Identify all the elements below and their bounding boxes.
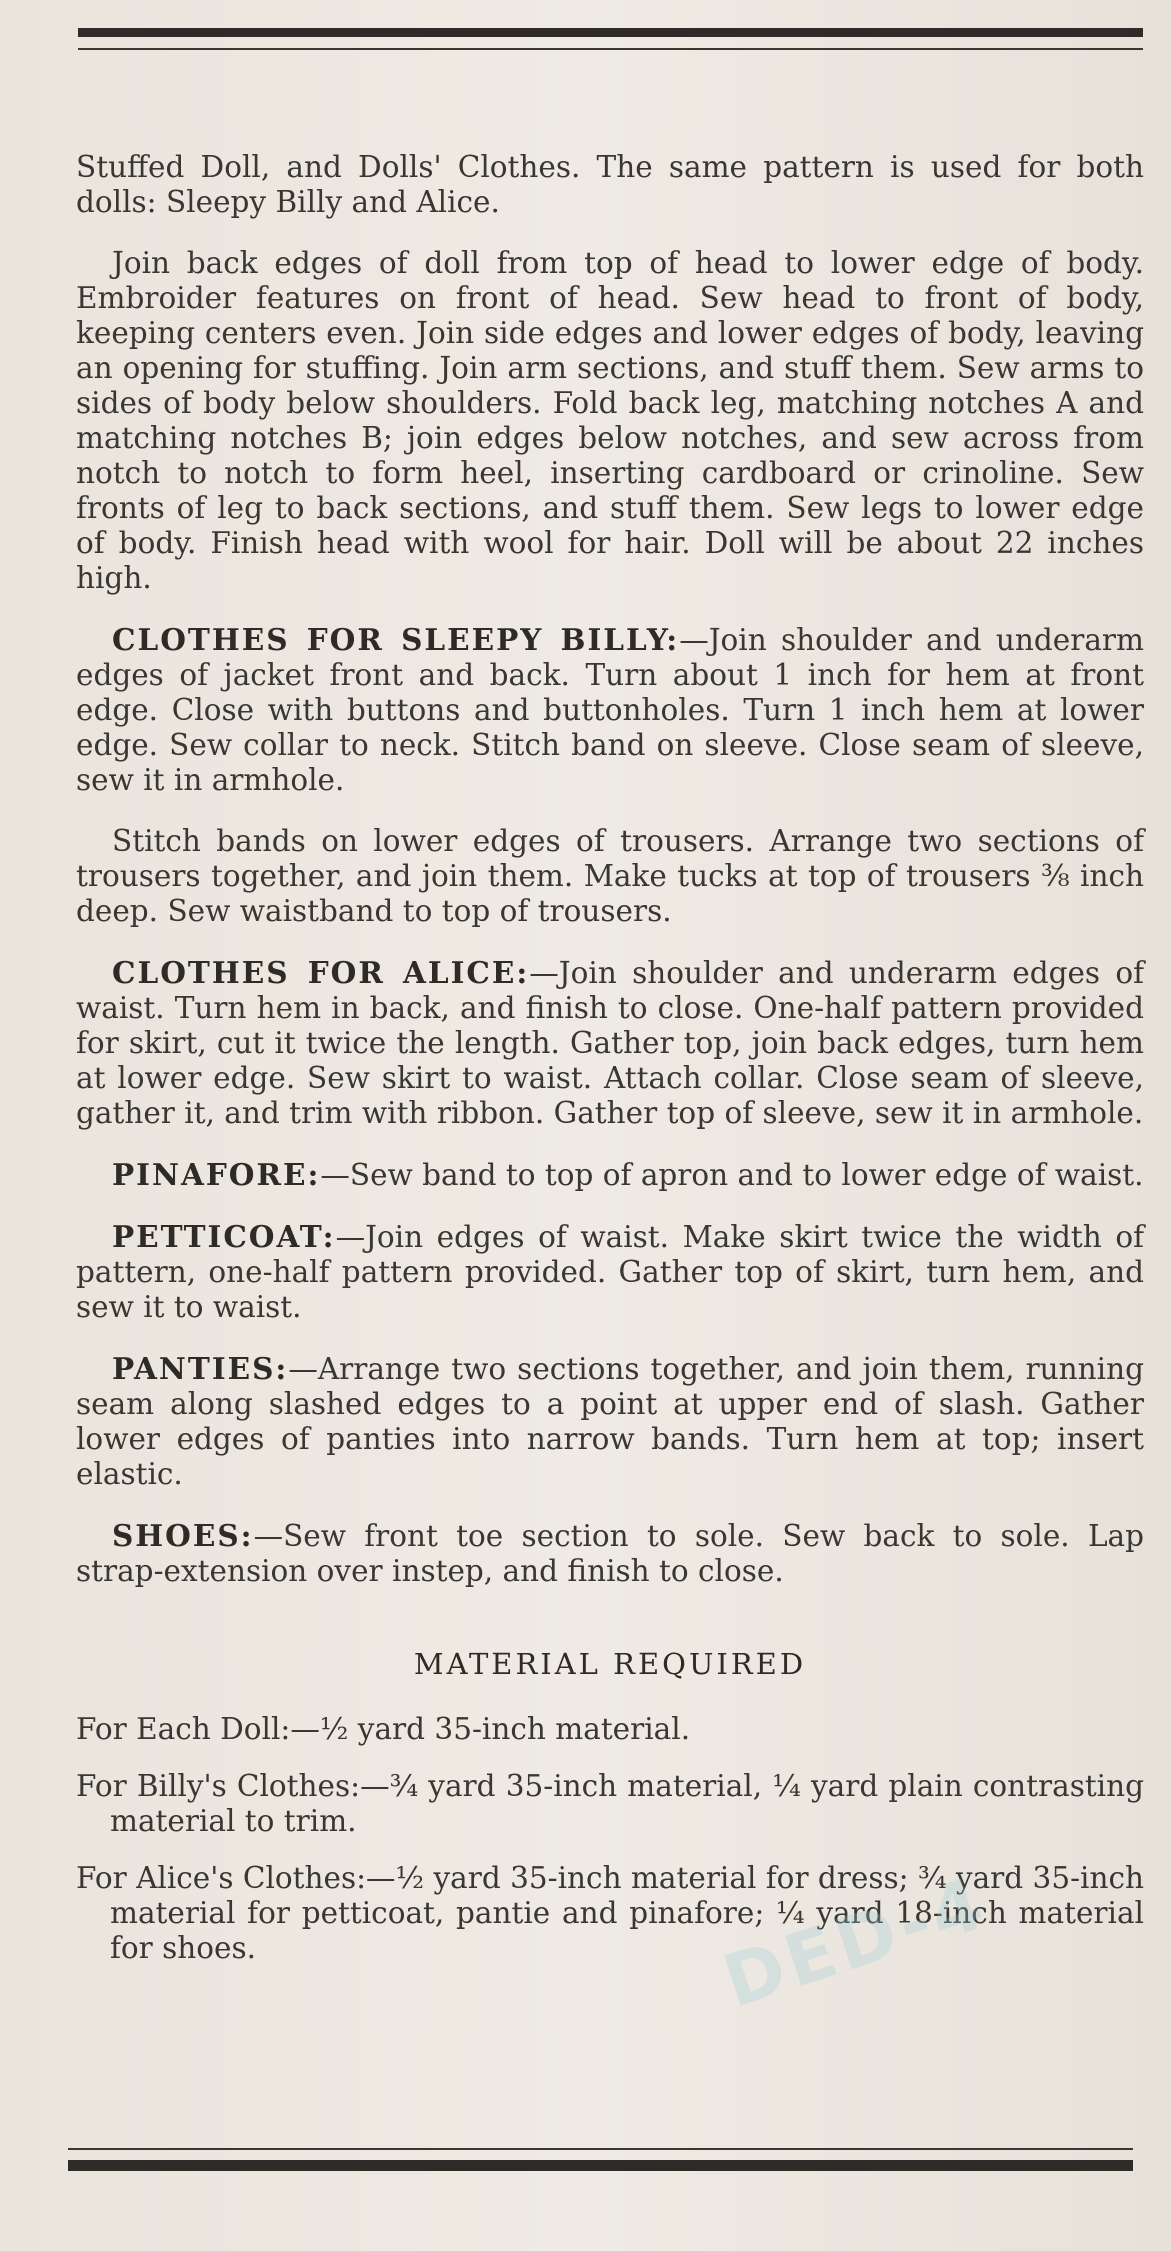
alice-clothes-text: —Join shoulder and underarm edges of waist. Turn hem in back, and finish to close. One-half pattern provided for skirt, cut it twice the length. Gather top, join back edges, turn hem at lower edge. Sew skirt to waist. Attach collar. Close seam of sleeve, gather it, and trim with ribbon. Gather top of sleeve, sew it in armhole.	[76, 956, 1144, 1130]
alice-clothes-paragraph	[76, 955, 1144, 1131]
doll-instructions: Join back edges of doll from top of head to lower edge of body. Embroider features on front of head. Sew head to front of body, keeping centers even. Join side edges and lower edges of body, leaving an opening for stuffing. Join arm sections, and stuff them. Sew arms to sides of body below shoulders. Fold back leg, matching notches A and matching notches B; join edges below notches, and sew across from notch to notch to form heel, inserting cardboard or crinoline. Sew fronts of leg to back sections, and stuff them. Sew legs to lower edge of body. Finish head with wool for hair. Doll will be about 22 inches high.	[76, 246, 1144, 595]
petticoat-text: —Join edges of waist. Make skirt twice the width of pattern, one-half pattern provided. Gather top of skirt, turn hem, and sew it to waist.	[76, 1220, 1144, 1324]
pinafore-paragraph	[76, 1157, 1144, 1193]
panties-text: —Arrange two sections together, and join them, running seam along slashed edges to a point at upper end of slash. Gather lower edges of panties into narrow bands. Turn hem at top; insert elastic.	[76, 1352, 1144, 1491]
billy-clothes-paragraph	[76, 622, 1144, 798]
petticoat-heading: PETTICOAT:	[112, 1219, 336, 1254]
pinafore-text: —Sew band to top of apron and to lower edge of waist.	[320, 1158, 1144, 1192]
billy-clothes-text: —Join shoulder and underarm edges of jacket front and back. Turn about 1 inch for hem at front edge. Close with buttons and buttonholes. Turn 1 inch hem at lower edge. Sew collar to neck. Stitch band on sleeve. Close seam of sleeve, sew it in armhole.	[76, 623, 1144, 797]
alice-clothes-heading: CLOTHES FOR ALICE:	[112, 955, 530, 990]
shoes-text: —Sew front toe section to sole. Sew back to sole. Lap strap-extension over instep, and finish to close.	[76, 1519, 1144, 1588]
instructions-body	[76, 150, 1144, 1988]
panties-heading: PANTIES:	[112, 1351, 289, 1386]
petticoat-paragraph	[76, 1219, 1144, 1325]
stamp-watermark: DED-4	[713, 1860, 997, 2024]
pinafore-heading: PINAFORE:	[112, 1157, 321, 1192]
shoes-heading: SHOES:	[112, 1518, 254, 1553]
trousers-paragraph: Stitch bands on lower edges of trousers. Arrange two sections of trousers together, and join them. Make tucks at top of trousers ⅜ inch deep. Sew waistband to top of trousers.	[76, 824, 1144, 928]
top-rule-thick	[78, 28, 1143, 37]
material-alice: For Alice's Clothes:—½ yard 35-inch material for dress; ¾ yard 35-inch material for petticoat, pantie and pinafore; ¼ yard 18-inch material for shoes.	[76, 1861, 1145, 1965]
billy-clothes-heading: CLOTHES FOR SLEEPY BILLY:	[112, 622, 680, 657]
material-each-doll: For Each Doll:—½ yard 35-inch material.	[76, 1712, 691, 1746]
shoes-paragraph	[76, 1518, 1144, 1589]
material-required-heading: MATERIAL REQUIRED	[413, 1647, 807, 1681]
panties-paragraph	[76, 1351, 1144, 1492]
material-billy: For Billy's Clothes:—¾ yard 35-inch material, ¼ yard plain contrasting material to trim.	[76, 1769, 1144, 1838]
top-rule-thin	[78, 48, 1143, 50]
bottom-rule-thin	[68, 2148, 1133, 2150]
bottom-rule-thick	[68, 2160, 1133, 2171]
intro-paragraph: Stuffed Doll, and Dolls' Clothes. The same pattern is used for both dolls: Sleepy Billy and Alice.	[76, 150, 1144, 219]
